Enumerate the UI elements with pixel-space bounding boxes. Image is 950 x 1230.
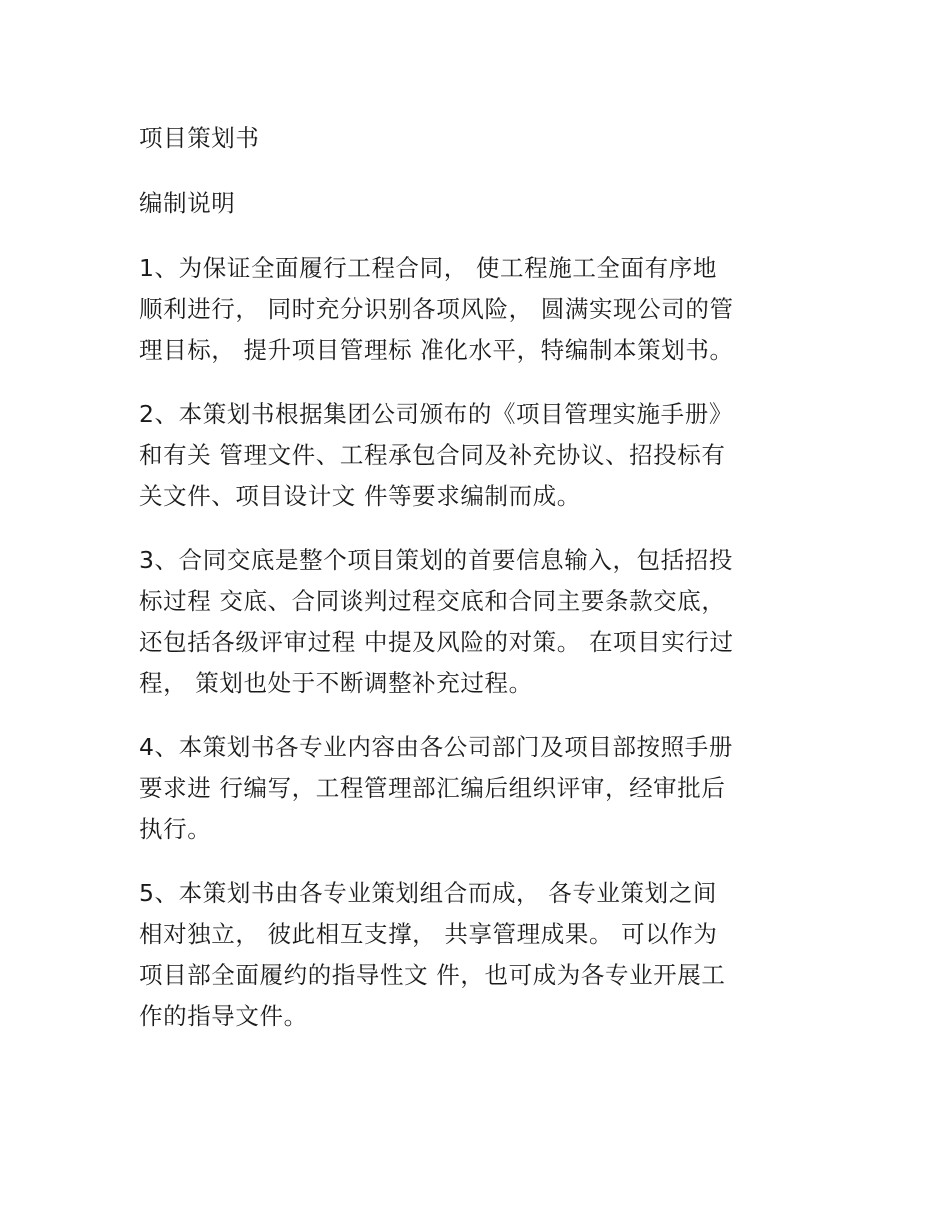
paragraph-line: 要求进 行编写，工程管理部汇编后组织评审，经审批后: [139, 774, 726, 802]
paragraph-line: 关文件、项目设计文 件等要求编制而成。: [139, 482, 581, 510]
paragraph-line: 程， 策划也处于不断调整补充过程。: [139, 669, 533, 697]
paragraph-line: 执行。: [139, 815, 212, 843]
paragraph-line: 作的指导文件。: [139, 1002, 308, 1030]
paragraph-line: 和有关 管理文件、工程承包合同及补充协议、招投标有: [139, 441, 726, 469]
section-heading: 编制说明: [139, 189, 236, 217]
paragraph-4: [139, 727, 819, 850]
paragraph-line: 1、为保证全面履行工程合同， 使工程施工全面有序地: [139, 254, 717, 282]
paragraph-line: 项目部全面履约的指导性文 件，也可成为各专业开展工: [139, 961, 726, 989]
paragraph-line: 5、本策划书由各专业策划组合而成， 各专业策划之间: [139, 879, 717, 907]
paragraph-line: 相对独立， 彼此相互支撑， 共享管理成果。 可以作为: [139, 920, 718, 948]
paragraph-line: 理目标， 提升项目管理标 准化水平，特编制本策划书。: [139, 336, 734, 364]
paragraph-line: 3、合同交底是整个项目策划的首要信息输入，包括招投: [139, 546, 733, 574]
paragraph-line: 2、本策划书根据集团公司颁布的《项目管理实施手册》: [139, 400, 733, 428]
paragraph-1: [139, 248, 819, 371]
document-title: 项目策划书: [139, 124, 260, 152]
paragraph-line: 还包括各级评审过程 中提及风险的对策。 在项目实行过: [139, 628, 734, 656]
paragraph-5: [139, 873, 819, 1037]
paragraph-line: 顺利进行， 同时充分识别各项风险， 圆满实现公司的管: [139, 295, 734, 323]
paragraph-line: 标过程 交底、合同谈判过程交底和合同主要条款交底，: [139, 587, 726, 615]
paragraph-2: [139, 394, 819, 517]
paragraph-line: 4、本策划书各专业内容由各公司部门及项目部按照手册: [139, 733, 733, 761]
paragraph-3: [139, 540, 819, 704]
document-body: [139, 118, 819, 1060]
